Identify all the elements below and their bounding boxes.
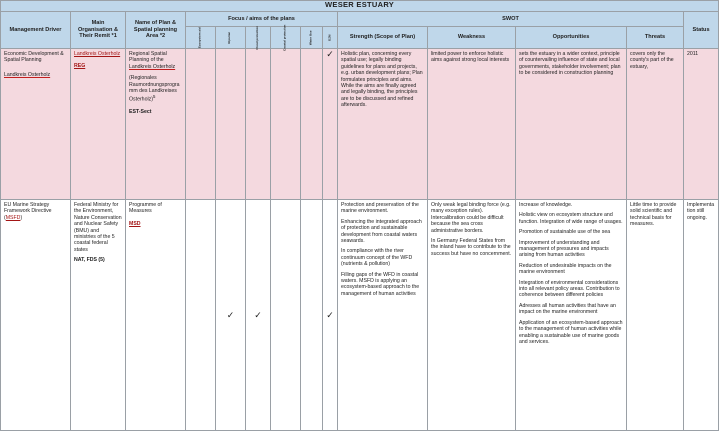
focus-cell xyxy=(271,200,301,431)
opportunity-item: Integration of environmental considerations into all relevant policy areas. Contribution to coherence between different policies xyxy=(519,279,620,299)
plan-link[interactable]: Landkreis Osterholz xyxy=(129,63,176,70)
driver-abbr[interactable]: MSFD xyxy=(5,214,21,221)
focus-check: ✓ xyxy=(246,200,271,431)
org-tag: NAT, FDS (5) xyxy=(74,257,105,264)
focus-sub-header: Riparian xyxy=(216,27,246,49)
table-row xyxy=(1,200,719,431)
plan-cell xyxy=(126,49,186,200)
threats-cell: Little time to provide solid scientific and technical basis for measures. xyxy=(627,200,684,431)
focus-sub-header: Water Use xyxy=(301,27,323,49)
plan-tag: EST-Sect xyxy=(129,108,152,115)
opportunity-item: Adresses all human activities that have an impact on the marine environment xyxy=(519,302,616,316)
status-cell: Implementation still ongoing. xyxy=(684,200,719,431)
focus-cell xyxy=(246,49,271,200)
focus-sub-header: Flood protection xyxy=(246,27,271,49)
threats-cell: covers only the county's part of the estuary, xyxy=(627,49,684,200)
header-swot: SWOT xyxy=(338,12,684,27)
header-plan-name: Name of Plan & Spatial planning Area *2 xyxy=(126,12,186,49)
weakness-cell xyxy=(428,200,516,431)
focus-cell xyxy=(271,49,301,200)
strength-item: In compliance with the river continuum concept of the WFD (nutrients & pollution) xyxy=(341,248,413,268)
org-text: Federal Ministry for the Environment, Nature Conservation and Nuclear Safety (BMU) and ministries of the 5 coastal federal states xyxy=(74,202,122,253)
focus-sub-header: Ecosystem aid xyxy=(186,27,216,49)
plan-note-mark: 5 xyxy=(152,94,156,100)
focus-sub-header: Coastal protection xyxy=(271,27,301,49)
strength-cell xyxy=(338,200,428,431)
weakness-item: Only weak legal binding force (e.g. many exception rules). Intercalibration could be difficult because the sea cross administrative borders. xyxy=(431,202,511,234)
weakness-item: In Germany Federal States from the inland have to contribute to the success but have no concernment. xyxy=(431,238,512,257)
driver-text: EU Marine Strategy Framework Directive xyxy=(4,202,52,215)
focus-check: ✓ xyxy=(216,200,246,431)
weakness-cell: limited power to enforce holistic aims against strong local interests xyxy=(428,49,516,200)
opportunities-cell xyxy=(516,200,627,431)
focus-check: ✓ xyxy=(323,49,338,200)
focus-cell xyxy=(186,49,216,200)
plan-text: Regional Spatial Planning of the xyxy=(129,51,167,64)
focus-cell xyxy=(186,200,216,431)
org-tag: REG xyxy=(74,63,86,70)
plan-tag: MSD xyxy=(129,220,141,227)
driver-cell xyxy=(1,49,71,200)
focus-cell xyxy=(301,49,323,200)
org-cell xyxy=(71,200,126,431)
focus-cell xyxy=(301,200,323,431)
plan-cell xyxy=(126,200,186,431)
header-focus: Focus / aims of the plans xyxy=(186,12,338,27)
strength-item: Protection and preservation of the marine environment. xyxy=(341,202,419,215)
strength-item: Filling gaps of the WFD in coastal waters. MSFD is applying an ecosystem-based approach to the management of human activities xyxy=(341,271,420,297)
opportunity-item: Promotion of sustainable use of the sea xyxy=(519,229,611,236)
opportunity-item: Improvement of understanding and management of pressures and impacts arising from human activities xyxy=(519,239,609,259)
org-cell xyxy=(71,49,126,200)
header-status: Status xyxy=(684,12,719,49)
focus-sub-header: GZM xyxy=(323,27,338,49)
table-title: WESER ESTUARY xyxy=(1,1,719,12)
opportunity-item: Holistic view on ecosystem structure and function. Integration of wide range of usages. xyxy=(519,212,623,225)
header-main-organisation: Main Organisation & Their Remit *1 xyxy=(71,12,126,49)
focus-cell xyxy=(216,49,246,200)
opportunity-item: Application of an ecosystem-based approach to the management of human activities while enabling a sustainable use of marine goods and services. xyxy=(519,319,623,345)
header-threats: Threats xyxy=(627,27,684,49)
header-opportunities: Opportunities xyxy=(516,27,627,49)
table-row xyxy=(1,49,719,200)
org-link[interactable]: Landkreis Osterholz xyxy=(74,51,121,57)
header-management-driver: Management Driver xyxy=(1,12,71,49)
plan-note: (Regionales Raumordnungsprogramm des Landkreises Osterholz) xyxy=(129,75,180,104)
strength-item: Enhancing the integrated approach of protection and sustainable development from coastal waters seawards. xyxy=(341,218,422,245)
opportunities-cell: sets the estuary in a wider context, principle of countervailing influence of state and local governments, stakeholder involvement; plan to be considered in construction planning xyxy=(516,49,627,200)
focus-check: ✓ xyxy=(323,200,338,431)
header-strength: Strength (Scope of Plan) xyxy=(338,27,428,49)
opportunity-item: Reduction of undesirable impacts on the marine environment xyxy=(519,262,612,276)
driver-cell: EU Marine Strategy Framework Directive (MSFD) xyxy=(1,200,71,431)
driver-link[interactable]: Landkreis Osterholz xyxy=(4,71,51,78)
plan-text: Programme of Measures xyxy=(129,202,162,215)
opportunity-item: Increase of knowledge. xyxy=(519,202,573,208)
strength-cell: Holistic plan, concerning every spatial use; legally binding guidelines for plans and projects, e.g. urban development plans; Plan formulates principles and aims. While the aims are finally agreed and legally binding, the principles are to be discussed and refined afterwards. xyxy=(338,49,428,200)
status-cell: 2011 xyxy=(684,49,719,200)
driver-text: Economic Development & Spatial Planning xyxy=(4,51,64,64)
header-weakness: Weakness xyxy=(428,27,516,49)
